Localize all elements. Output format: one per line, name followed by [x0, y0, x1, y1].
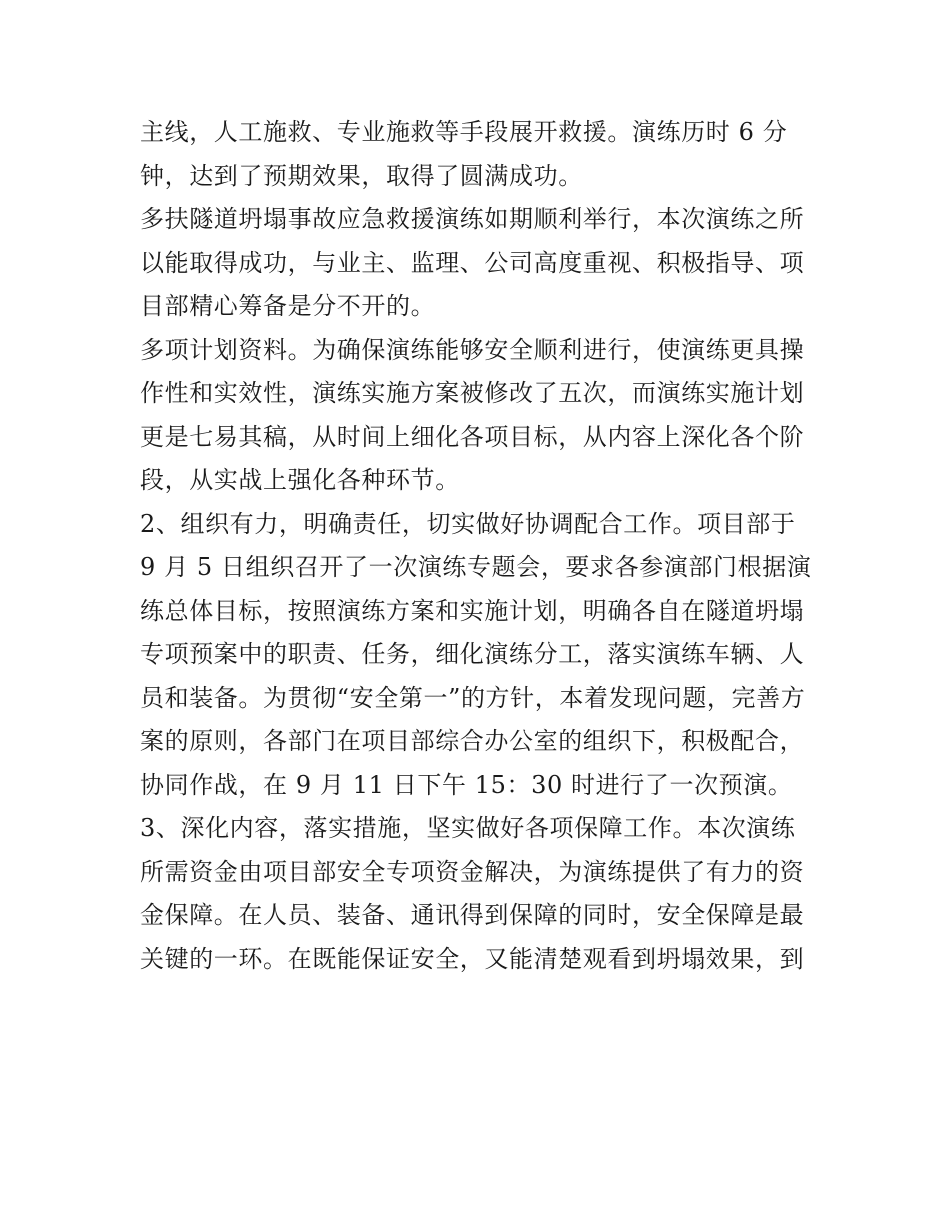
text-line: 2、组织有力，明确责任，切实做好协调配合工作。项目部于	[140, 509, 796, 538]
text-line: 更是七易其稿，从时间上细化各项目标，从内容上深化各个阶	[140, 422, 805, 451]
text-line: 主线，人工施救、专业施救等手段展开救援。演练历时 6 分	[140, 118, 788, 146]
text-line: 金保障。在人员、装备、通讯得到保障的同时，安全保障是最	[140, 901, 805, 929]
text-line: 案的原则，各部门在项目部综合办公室的组织下，积极配合，	[140, 727, 805, 755]
text-line: 员和装备。为贯彻“安全第一”的方针，本着发现问题，完善方	[140, 683, 806, 712]
text-line: 专项预案中的职责、任务，细化演练分工，落实演练车辆、人	[140, 640, 805, 668]
text-line: 3、深化内容，落实措施，坚实做好各项保障工作。本次演练	[140, 814, 796, 842]
text-line: 所需资金由项目部安全专项资金解决，为演练提供了有力的资	[140, 857, 805, 886]
document-body	[140, 111, 820, 981]
text-line: 段，从实战上强化各种环节。	[140, 466, 460, 494]
text-line: 9 月 5 日组织召开了一次演练专题会，要求各参演部门根据演	[140, 553, 812, 581]
text-line: 多扶隧道坍塌事故应急救援演练如期顺利举行，本次演练之所	[140, 205, 805, 233]
text-line: 练总体目标，按照演练方案和实施计划，明确各自在隧道坍塌	[140, 596, 805, 625]
text-line: 钟，达到了预期效果，取得了圆满成功。	[140, 161, 583, 190]
text-line: 目部精心筹备是分不开的。	[140, 292, 436, 320]
text-line: 多项计划资料。为确保演练能够安全顺利进行，使演练更具操	[140, 335, 805, 364]
text-line: 协同作战，在 9 月 11 日下午 15：30 时进行了一次预演。	[140, 770, 793, 799]
text-line: 作性和实效性，演练实施方案被修改了五次，而演练实施计划	[140, 379, 805, 407]
text-line: 关键的一环。在既能保证安全，又能清楚观看到坍塌效果，到	[140, 944, 805, 973]
text-line: 以能取得成功，与业主、监理、公司高度重视、积极指导、项	[140, 248, 805, 277]
